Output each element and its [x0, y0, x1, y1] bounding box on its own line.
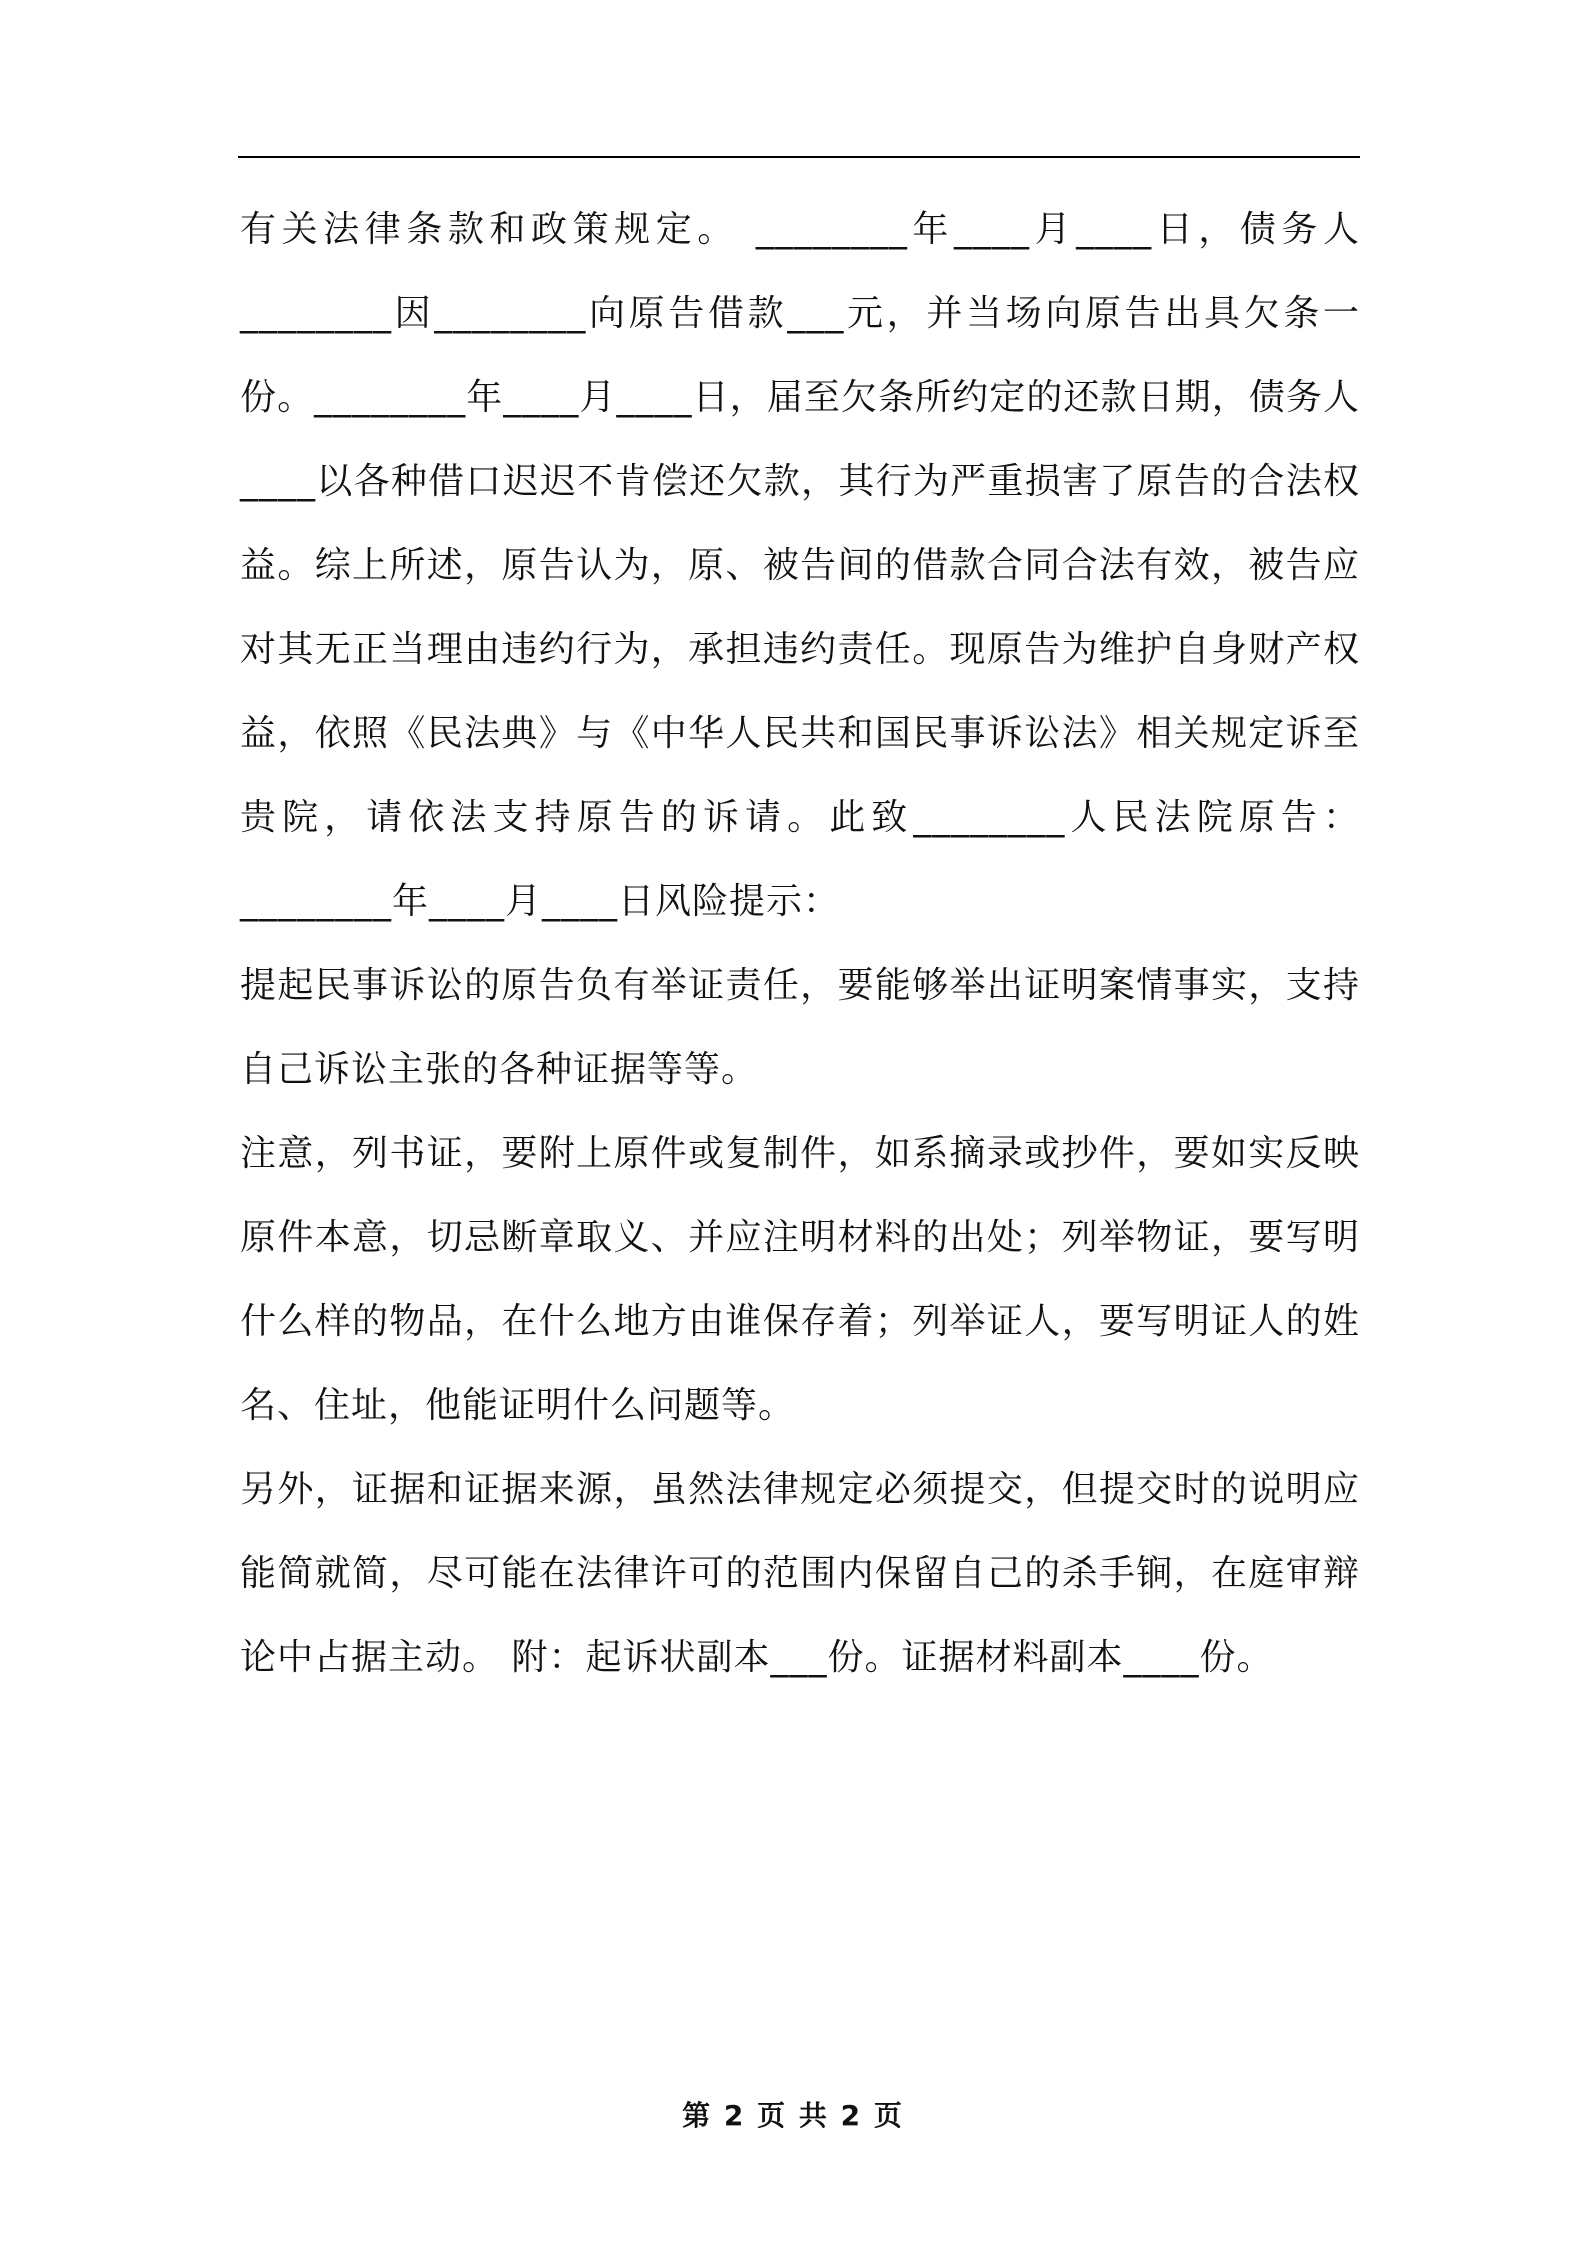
paragraph-additional-notes: 另外，证据和证据来源，虽然法律规定必须提交，但提交时的说明应能简就简，尽可能在法律许可的范围内保留自己的杀手锏，在庭审辩论中占据主动。 附：起诉状副本___份。证据材料副本____份。	[240, 1469, 1360, 1678]
header-rule	[238, 156, 1360, 158]
paragraph-claim: 有关法律条款和政策规定。 ________年____月____日，债务人________因________向原告借款___元，并当场向原告出具欠条一份。________年____月____日，届至欠条所约定的还款日期，债务人____以各种借口迟迟不肯偿还欠款，其行为严重损害了原告的合法权益。综上所述，原告认为，原、被告间的借款合同合法有效，被告应对其无正当理由违约行为，承担违约责任。现原告为维护自身财产权益，依照《民法典》与《中华人民共和国民事诉讼法》相关规定诉至贵院，请依法支持原告的诉请。此致________人民法院原告：________年____月____日风险提示：	[240, 209, 1360, 922]
document-body	[240, 188, 1360, 1700]
paragraph-burden-of-proof: 提起民事诉讼的原告负有举证责任，要能够举出证明案情事实，支持自己诉讼主张的各种证据等等。	[240, 965, 1360, 1090]
page-number: 第 2 页 共 2 页	[682, 2099, 904, 2132]
paragraph-evidence-notes: 注意，列书证，要附上原件或复制件，如系摘录或抄件，要如实反映原件本意，切忌断章取义、并应注明材料的出处；列举物证，要写明什么样的物品，在什么地方由谁保存着；列举证人，要写明证人的姓名、住址，他能证明什么问题等。	[240, 1133, 1360, 1426]
